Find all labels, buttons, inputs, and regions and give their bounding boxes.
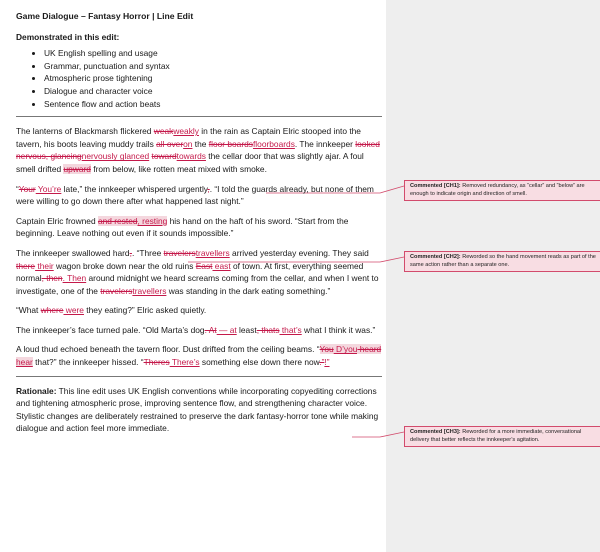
paragraph-2[interactable]: “Your You’re late,” the innkeeper whispered urgently,. “I told the guards already, but none of them were willing to go down there after what happened last night.” <box>16 183 374 207</box>
insertion: that’s <box>279 324 302 335</box>
deletion: travelers <box>163 247 196 258</box>
paragraph-6[interactable]: The innkeeper’s face turned pale. “Old Marta’s dog. At — at least, thats that’s what I think it was.” <box>16 324 376 335</box>
deletion: looked nervous, glancing <box>16 138 380 162</box>
insertion: travellers <box>132 285 167 296</box>
comment-ch2[interactable]: Commented [CH2]: Reworded so the hand movement reads as part of the same action rather than a separate one. <box>404 251 600 272</box>
comment-ch3[interactable]: Commented [CH3]: Reworded for a more immediate, conversational delivery that better reflects the innkeeper’s agitation. <box>404 426 600 447</box>
demo-list <box>16 47 382 110</box>
paragraph-7[interactable]: A loud thud echoed beneath the tavern floor. Dust drifted from the ceiling beams. “You D’you heard hear that?” the innkeeper hissed. “Theres There’s something else down there now.”!” <box>16 344 382 368</box>
comment-margin <box>386 0 600 552</box>
deletion: . At <box>204 324 217 335</box>
deletion: toward <box>151 151 177 162</box>
insertion: floorboards <box>252 138 295 149</box>
insertion: D’you <box>333 344 358 355</box>
comment-anchor-ch1: upward <box>63 163 91 174</box>
list-item: • Atmospheric prose tightening <box>44 72 382 85</box>
insertion: hear <box>16 357 33 368</box>
deletion: where <box>40 305 64 316</box>
insertion: weakly <box>173 126 199 137</box>
divider <box>16 376 382 377</box>
list-item: • Dialogue and character voice <box>44 85 382 98</box>
divider <box>16 116 382 117</box>
insertion: on <box>183 138 193 149</box>
paragraph-4[interactable]: The innkeeper swallowed hard,. “Three travelerstravellers arrived yesterday evening. They said there their wagon broke down near the old ruins East east of town. At first, everything seemed normal, then. Then around midnight we heard screams coming from the cellar, and when I went to investigate, one of the travelerstravellers was standing in the dark eating something.” <box>16 247 379 296</box>
insertion: were <box>63 305 84 316</box>
insertion: east <box>212 260 231 271</box>
document-content <box>16 10 382 442</box>
insertion: , resting <box>137 215 168 226</box>
deletion: weak <box>153 126 174 137</box>
deletion: travelers <box>100 285 133 296</box>
deletion: , then <box>41 273 63 284</box>
deletion: heard <box>357 344 382 355</box>
rationale-text: This line edit uses UK English conventions while incorporating copyediting corrections and tightening atmospheric prose, improving sentence flow, and strengthening character voice. Stylistic changes are deliberately restrained to preserve the dark fantasy-horror tone while making dialogue and action feel more immediate. <box>16 385 379 434</box>
deletion: .” <box>319 357 325 368</box>
deletion: , thats <box>256 324 280 335</box>
insertion: nervously glanced <box>81 151 150 162</box>
insertion: towards <box>176 151 206 162</box>
deletion: East <box>195 260 213 271</box>
deletion: Theres <box>143 357 170 368</box>
insertion: You’re <box>35 183 62 194</box>
insertion: — at <box>216 324 237 335</box>
insertion: There’s <box>169 357 200 368</box>
rationale-label: Rationale: <box>16 385 57 396</box>
deletion: all over <box>156 138 184 149</box>
document-title: Game Dialogue – Fantasy Horror | Line Edit <box>16 11 194 21</box>
insertion: !” <box>324 357 330 368</box>
paragraph-1[interactable]: The lanterns of Blackmarsh flickered weakweakly in the rain as Captain Elric stooped into the tavern, his boots leaving muddy trails all overon the floor boardsfloorboards. The innkeeper looked nervous, glancingnervously glanced towardtowards the cellar door that was slightly ajar. A foul smell drifted upward from below, like rotten meat mixed with smoke. <box>16 126 380 174</box>
list-item: • Sentence flow and action beats <box>44 98 382 111</box>
list-item: • UK English spelling and usage <box>44 47 382 60</box>
paragraph-5[interactable]: “What where were they eating?” Elric asked quietly. <box>16 305 207 316</box>
paragraph-3[interactable]: Captain Elric frowned and rested, resting his hand on the haft of his sword. “Start from the beginning. Leave nothing out even if it sounds impossible.” <box>16 215 349 239</box>
deletion: there <box>16 260 36 271</box>
deletion: , <box>207 183 210 194</box>
deletion: , <box>129 247 132 258</box>
insertion: travellers <box>195 247 230 258</box>
demo-heading: Demonstrated in this edit: <box>16 31 120 42</box>
rationale-paragraph <box>16 385 382 435</box>
comment-anchor-ch3: You <box>319 344 334 355</box>
deletion: Your <box>18 183 36 194</box>
insertion: their <box>35 260 54 271</box>
comment-anchor-ch2: and rested <box>97 215 138 226</box>
list-item: • Grammar, punctuation and syntax <box>44 60 382 73</box>
deletion: floor boards <box>208 138 253 149</box>
comment-ch1[interactable]: Commented [CH1]: Removed redundancy, as “cellar” and “below” are enough to indicate origin and direction of smell. <box>404 180 600 201</box>
insertion: . Then <box>62 273 87 284</box>
